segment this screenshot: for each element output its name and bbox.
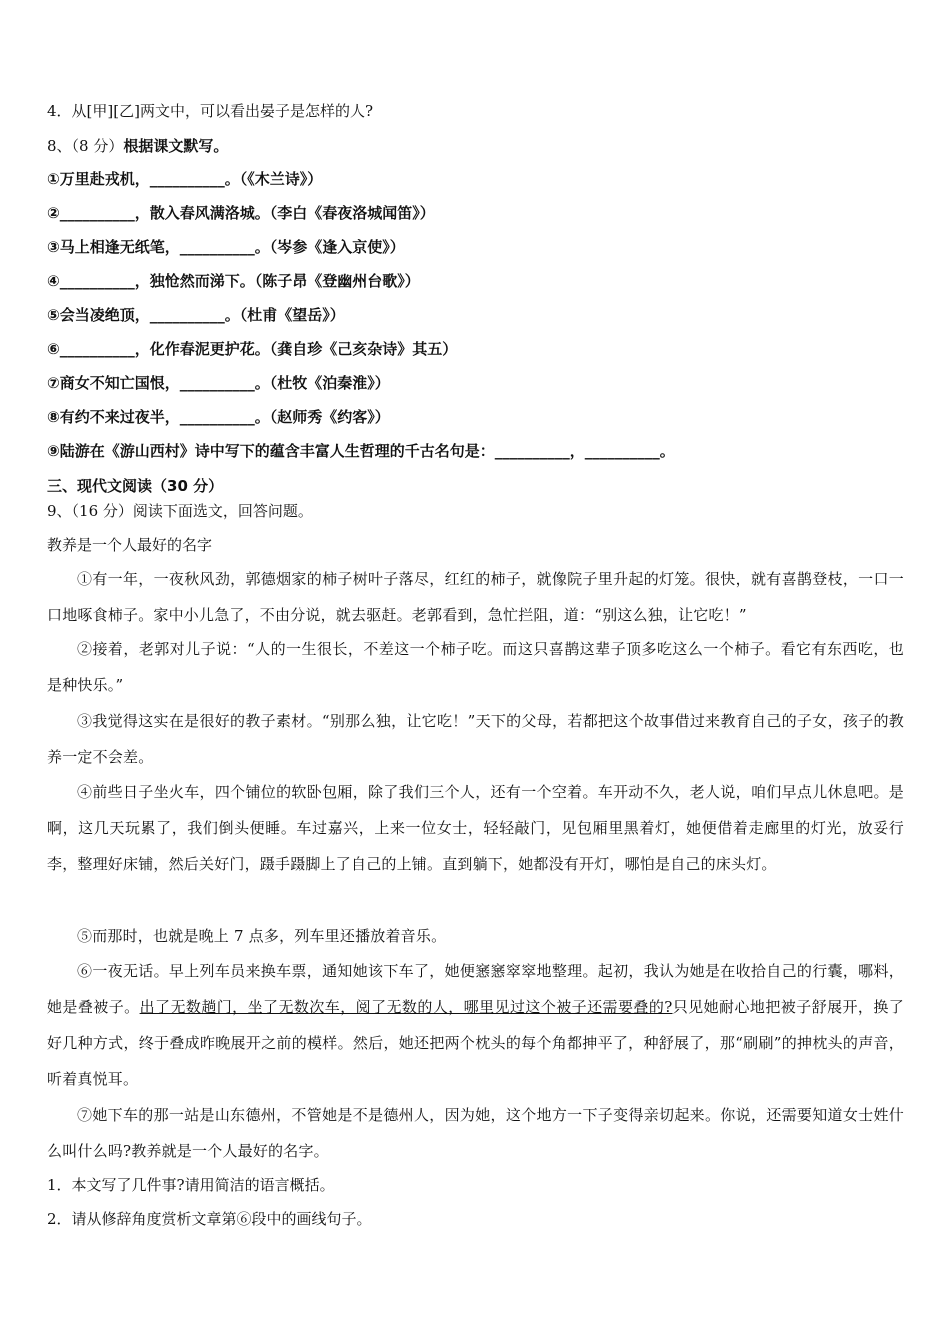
article-paragraph-3: ③我觉得这实在是很好的教子素材。“别那么独，让它吃！”天下的父母，若都把这个故事借过来教育自己的子女，孩子的教养一定不会差。 — [47, 712, 904, 766]
dictation-item-4: ④__________，独怆然而涕下。（陈子昂《登幽州台歌》） — [47, 272, 420, 290]
section-3-heading: 三、现代文阅读（30 分） — [47, 477, 224, 495]
article-paragraph-2: ②接着，老郭对儿子说：“人的一生很长，不差这一个柿子吃。而这只喜鹊这辈子顶多吃这么一个柿子。看它有东西吃，也是种快乐。” — [47, 640, 904, 694]
dictation-item-7: ⑦商女不知亡国恨，__________。（杜牧《泊秦淮》） — [47, 374, 390, 392]
dictation-item-3: ③马上相逢无纸笔，__________。（岑参《逢入京使》） — [47, 238, 405, 256]
sub-question-1: 1．本文写了几件事?请用简洁的语言概括。 — [47, 1176, 335, 1194]
dictation-item-1: ①万里赴戎机，__________。（《木兰诗》） — [47, 170, 323, 188]
article-paragraph-6 — [47, 953, 904, 1097]
underlined-sentence: 出了无数趟门，坐了无数次车，阅了无数的人，哪里见过这个被子还需要叠的? — [139, 998, 673, 1016]
dictation-item-6: ⑥__________，化作春泥更护花。（龚自珍《己亥杂诗》其五） — [47, 340, 458, 358]
article-paragraph-5: ⑤而那时，也就是晚上 7 点多，列车里还播放着音乐。 — [77, 927, 447, 945]
dictation-item-5: ⑤会当凌绝顶，__________。（杜甫《望岳》） — [47, 306, 345, 324]
paragraph-6-opening: ⑥一夜无话。早上列车员来换车票，通知她该下车了，她便窸窸窣窣地整理。起初，我认为她是在收拾自己的行囊，哪料，她是叠被子。 — [47, 962, 904, 1016]
question-8-instruction: 根据课文默写。 — [123, 137, 229, 155]
question-8-header — [47, 136, 228, 156]
dictation-item-9: ⑨陆游在《游山西村》诗中写下的蕴含丰富人生哲理的千古名句是：__________，__________。 — [47, 442, 675, 460]
paragraph-6-closing: 只见她耐心地把被子舒展开，换了好几种方式，终于叠成昨晚展开之前的模样。然后，她还把两个枕头的每个角都抻平了，种舒展了，那“刷刷”的抻枕头的声音，听着真悦耳。 — [47, 998, 904, 1088]
article-paragraph-4: ④前些日子坐火车，四个铺位的软卧包厢，除了我们三个人，还有一个空着。车开动不久，老人说，咱们早点儿休息吧。是啊，这几天玩累了，我们倒头便睡。车过嘉兴，上来一位女士，轻轻敲门，见包厢里黑着灯，她便借着走廊里的灯光，放妥行李，整理好床铺，然后关好门，蹑手蹑脚上了自己的上铺。直到躺下，她都没有开灯，哪怕是自己的床头灯。 — [47, 783, 904, 873]
dictation-item-2: ②__________，散入春风满洛城。（李白《春夜洛城闻笛》） — [47, 204, 435, 222]
article-paragraph-7: ⑦她下车的那一站是山东德州，不管她是不是德州人，因为她，这个地方一下子变得亲切起来。你说，还需要知道女士姓什么叫什么吗?教养就是一个人最好的名字。 — [47, 1106, 904, 1160]
question-8-number: 8、（8 分） — [47, 137, 124, 155]
question-9-header: 9、（16 分）阅读下面选文，回答问题。 — [47, 502, 313, 520]
article-paragraph-1: ①有一年，一夜秋风劲，郭德烟家的柿子树叶子落尽，红红的柿子，就像院子里升起的灯笼。很快，就有喜鹊登枝，一口一口地啄食柿子。家中小儿急了，不由分说，就去驱赶。老郭看到，急忙拦阻，道：“别这么独，让它吃！” — [47, 570, 904, 624]
dictation-item-8: ⑧有约不来过夜半，__________。（赵师秀《约客》） — [47, 408, 390, 426]
question-4-line: 4．从[甲][乙]两文中，可以看出晏子是怎样的人? — [47, 102, 373, 120]
article-title: 教养是一个人最好的名字 — [47, 536, 213, 554]
sub-question-2: 2．请从修辞角度赏析文章第⑥段中的画线句子。 — [47, 1210, 372, 1228]
